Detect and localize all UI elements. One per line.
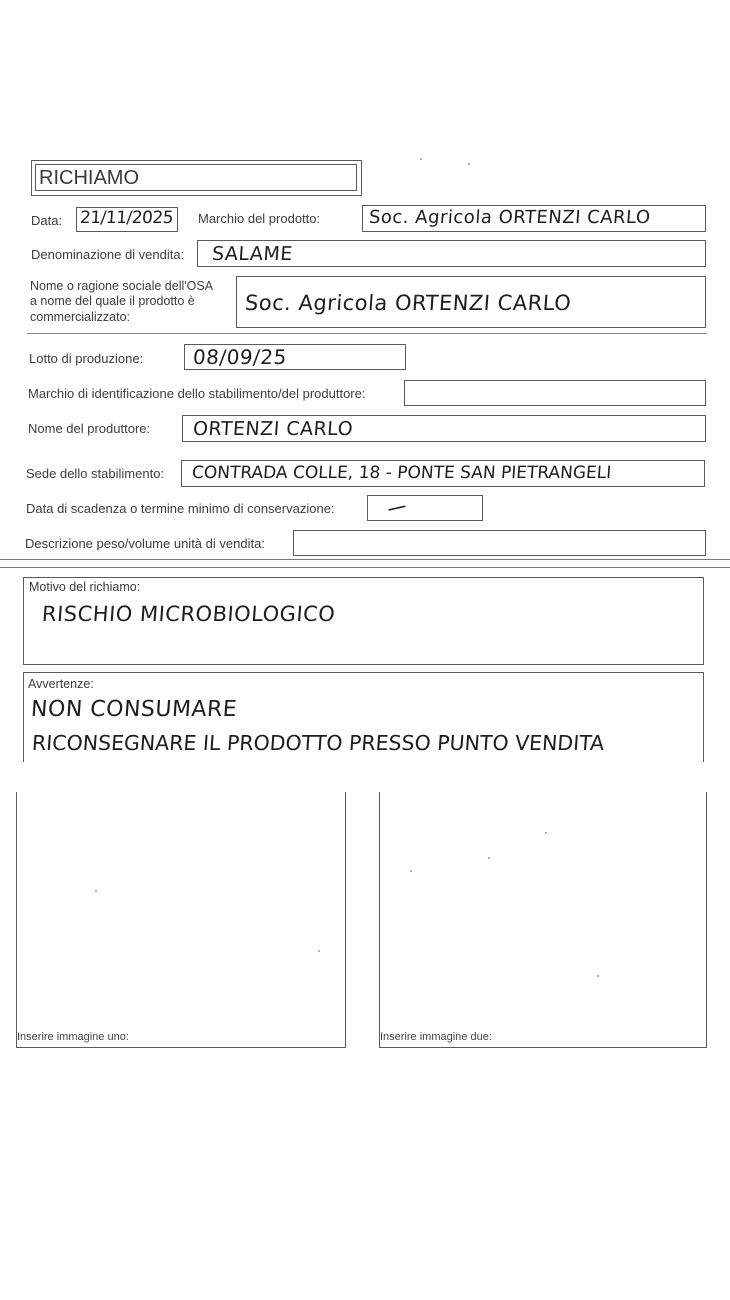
section-divider [27,333,707,334]
produttore-value: ORTENZI CARLO [192,418,354,440]
scan-speck [420,158,422,160]
scan-speck [597,975,599,977]
avvertenze-label: Avvertenze: [28,677,94,691]
scan-speck [488,857,490,859]
marchio-id-label: Marchio di identificazione dello stabilimento/del produttore: [28,386,366,401]
avvertenze-line1: NON CONSUMARE [30,697,239,722]
image-one-label: Inserire immagine uno: [17,1031,129,1043]
section-divider-double-top [0,559,730,560]
sede-value: CONTRADA COLLE, 18 - PONTE SAN PIETRANGELI [191,463,612,483]
lotto-label: Lotto di produzione: [29,351,144,366]
image-two-label: Inserire immagine due: [380,1031,492,1043]
marchio-value: Soc. Agricola ORTENZI CARLO [368,207,652,228]
sede-label: Sede dello stabilimento: [26,466,165,481]
motivo-box[interactable] [23,577,704,665]
scan-speck [410,870,412,872]
osa-label-line3: commercializzato: [30,310,131,324]
denominazione-field[interactable] [197,240,706,267]
avvertenze-box[interactable] [23,672,704,762]
section-divider-double-bottom [0,567,730,568]
scadenza-value: / [385,498,410,518]
avvertenze-line2: RICONSEGNARE IL PRODOTTO PRESSO PUNTO VENDITA [31,731,606,755]
marchio-id-field[interactable] [404,380,706,406]
osa-value: Soc. Agricola ORTENZI CARLO [244,291,573,315]
produttore-label: Nome del produttore: [28,421,151,436]
denominazione-label: Denominazione di vendita: [31,247,185,262]
peso-label: Descrizione peso/volume unità di vendita: [25,536,265,551]
data-field[interactable] [76,207,178,232]
scan-speck [318,950,320,952]
motivo-label: Motivo del richiamo: [29,580,141,594]
title-box [31,160,362,196]
lotto-field[interactable] [184,344,406,370]
osa-field[interactable] [236,276,706,328]
osa-label-line2: a nome del quale il prodotto è [30,294,195,308]
scan-speck [468,163,470,165]
marchio-field[interactable] [362,205,706,232]
image-one-box[interactable] [16,792,346,1048]
scan-speck [545,832,547,834]
data-value: 21/11/2025 [79,208,174,228]
page-title: RICHIAMO [39,167,139,189]
scan-speck [95,890,97,892]
denominazione-value: SALAME [211,243,294,265]
data-label: Data: [31,213,63,228]
osa-label-line1: Nome o ragione sociale dell'OSA [30,279,214,293]
lotto-value: 08/09/25 [192,345,288,369]
scadenza-field[interactable] [367,495,483,521]
peso-field[interactable] [293,530,706,556]
scadenza-label: Data di scadenza o termine minimo di conservazione: [26,501,335,516]
image-two-box[interactable] [379,792,707,1048]
produttore-field[interactable] [182,415,706,442]
motivo-value: RISCHIO MICROBIOLOGICO [41,602,337,626]
sede-field[interactable] [181,460,705,487]
marchio-label: Marchio del prodotto: [198,211,321,226]
